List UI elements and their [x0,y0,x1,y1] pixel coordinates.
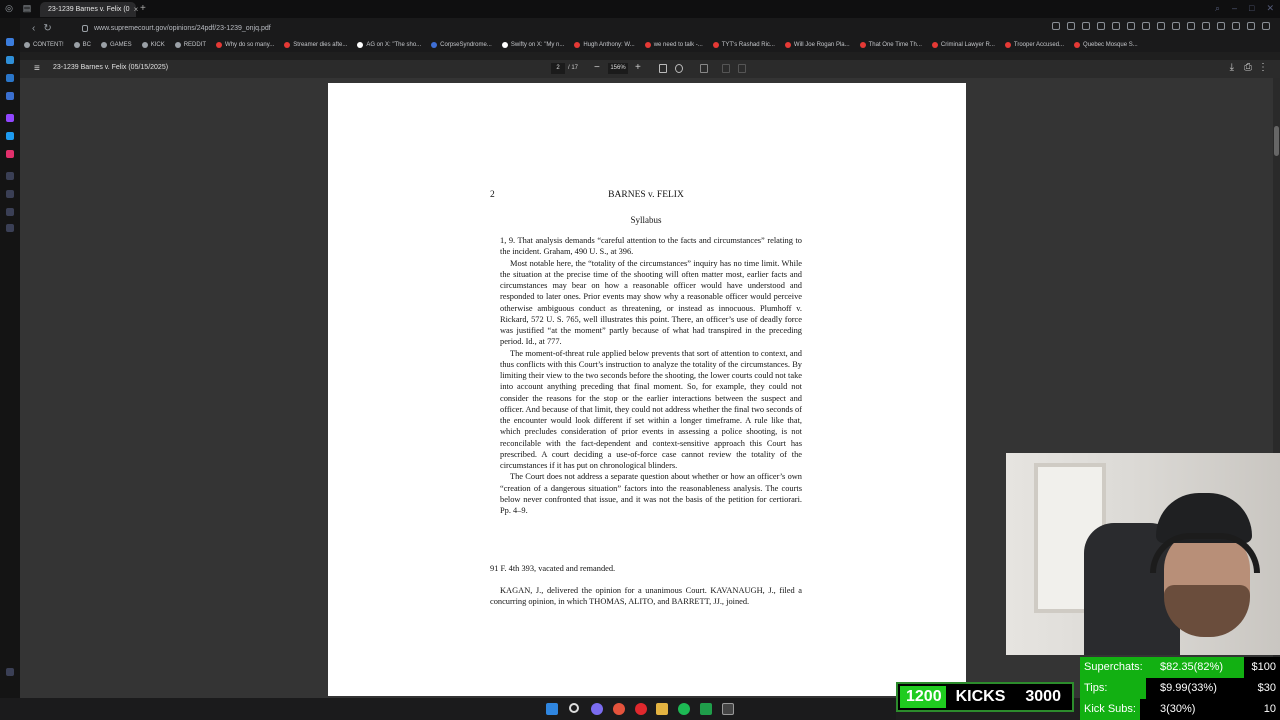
bookmark-label: Will Joe Rogan Pla... [793,42,850,48]
address-bar [20,18,1280,38]
bookmark-favicon-icon [713,42,719,48]
bookmark-favicon-icon [101,42,107,48]
clipboard-icon[interactable] [1082,22,1090,30]
bookmark-favicon-icon [142,42,148,48]
page-total: / 17 [568,65,579,71]
goal-value: $82.35(82%) [1160,661,1223,673]
bookmark-label: Why do so many... [225,42,275,48]
history-panel-icon[interactable] [6,208,14,216]
instagram-icon[interactable] [6,150,14,158]
fit-page-icon[interactable] [659,64,667,73]
extensions-icon[interactable] [1172,22,1180,30]
bookmark-icon[interactable] [1097,22,1105,30]
window-controls [1215,3,1274,14]
bookmark-label: GAMES [110,42,132,48]
bookmark-item[interactable] [24,42,64,48]
stream-goals [1080,657,1280,720]
zoom-level[interactable]: 156% [608,63,628,74]
bookmark-label: Streamer dies afte... [293,42,348,48]
excel-icon[interactable] [700,703,712,715]
goal-name: Superchats: [1084,661,1143,673]
bookmark-label: Trooper Accused... [1013,42,1065,48]
bookmark-favicon-icon [932,42,938,48]
send-icon[interactable] [1127,22,1135,30]
window-menu [4,3,32,13]
undo-icon[interactable] [722,64,730,73]
authorship: KAGAN, J., delivered the opinion for a unanimous Court. KAVANAUGH, J., filed a concurring opinion, in which THOMAS, ALITO, and BARRETT, JJ., joined. [490,586,802,607]
new-tab-button[interactable]: + [140,3,146,14]
goal-row [1080,657,1280,678]
download-icon[interactable]: ⤓ [1229,62,1234,73]
print-icon[interactable]: ⎙ [1244,62,1252,73]
section-heading: Syllabus [630,215,662,225]
file-explorer-icon[interactable] [656,703,668,715]
goal-name: Tips: [1084,682,1108,694]
paragraph: 1, 9. That analysis demands “careful attention to the facts and circumstances” relating to the incident. Graham, 490 U. S., at 396. [500,236,802,257]
bookmark-item[interactable] [860,42,922,48]
opera-icon[interactable] [635,703,647,715]
more-actions-icon[interactable]: ⋮ [1258,62,1268,73]
bookmark-item[interactable] [175,42,206,48]
bookmark-favicon-icon [357,42,363,48]
bookmark-label: KICK [150,42,165,48]
page-number: 2 [490,190,495,200]
pdf-page [328,83,966,696]
zoom-icon[interactable] [1052,22,1060,30]
page-number-input[interactable]: 2 [551,63,565,74]
draw-icon[interactable] [700,64,708,73]
start-icon[interactable] [546,703,558,715]
history-icon[interactable] [1157,22,1165,30]
scrollbar-thumb[interactable] [1274,126,1279,156]
bookmark-label: AG on X: "The sho... [366,42,422,48]
speaker-icon[interactable] [1187,22,1195,30]
webcam-feed [1006,453,1280,655]
extensions-area [1052,22,1270,30]
close-window-button[interactable]: ✕ [1266,3,1274,13]
bookmark-item[interactable] [502,42,564,48]
whatsapp-icon[interactable] [6,74,14,82]
paragraph: Most notable here, the “totality of the circumstances” inquiry has no time limit. While the situation at the precise time of the shooting will often matter most, earlier facts and circumstances may bear on how a reasonable officer would have understood and responded to later ones. Prior events may show why a reasonable officer would perceive otherwise ambiguous conduct as threatening, or instead as innocuous. Plumhoff v. Rickard, 572 U. S. 765, well illustrates this point. There, an officer’s use of deadly force was justified “at the moment” partly because of what had transpired in the preceding period. Id., at 777. [500,258,802,347]
wallet-icon[interactable] [1202,22,1210,30]
discord-icon[interactable] [591,703,603,715]
streamer [1156,493,1266,655]
download-manager-icon[interactable] [1232,22,1240,30]
minimize-button[interactable]: – [1232,3,1238,13]
bookmark-favicon-icon [431,42,437,48]
bookmark-favicon-icon [785,42,791,48]
taskbar [0,698,896,720]
settings-icon[interactable] [1262,22,1270,30]
kicks-goal-widget [896,682,1074,712]
chrome-icon[interactable] [613,703,625,715]
search-icon[interactable] [569,703,579,713]
close-tab-icon[interactable]: × [133,5,139,14]
bookmark-item[interactable] [357,42,421,48]
tab-active[interactable] [40,2,139,17]
bookmark-item[interactable] [713,42,775,48]
url-field[interactable] [82,21,1082,35]
bookmark-item[interactable] [1005,42,1064,48]
bookmark-item[interactable] [574,42,634,48]
goal-value: 3(30%) [1160,703,1196,715]
bookmark-label: CONTENT! [33,42,64,48]
profile-icon[interactable] [1247,22,1255,30]
heart-icon[interactable] [1142,22,1150,30]
kicks-goal: 3000 [1025,688,1061,705]
browser-sidebar [0,18,20,698]
bookmark-favicon-icon [502,42,508,48]
goal-name: Kick Subs: [1084,703,1136,715]
page-header [490,190,802,202]
twitch-icon[interactable] [6,114,14,122]
streamer-beard [1164,585,1250,637]
bookmark-item[interactable] [74,42,91,48]
bookmark-label: Quebec Mosque S... [1083,42,1138,48]
bookmark-label: CorpseSyndrome... [440,42,492,48]
vpn-icon[interactable] [1217,22,1225,30]
bookmark-label: TYT's Rashad Ric... [721,42,775,48]
sidebar-settings-icon[interactable] [6,668,14,676]
site-info-icon[interactable] [82,25,88,32]
tab-bar [0,0,1280,18]
browser-logo-icon[interactable]: ◎ [5,3,13,13]
running-head: BARNES v. FELIX [608,190,684,200]
bookmark-label: Criminal Lawyer R... [940,42,995,48]
clock-icon[interactable] [6,172,14,180]
goal-row [1080,678,1280,699]
bookmark-favicon-icon [645,42,651,48]
syllabus-body [500,235,802,516]
bookmark-favicon-icon [175,42,181,48]
bookmark-favicon-icon [1005,42,1011,48]
bookmark-item[interactable] [216,42,274,48]
bookmark-item[interactable] [645,42,703,48]
paragraph: The Court does not address a separate question about whether or how an officer’s own “creation of a dangerous situation” factors into the reasonableness analysis. The courts below never confronted that issue, and it was not the basis of the petition for certiorari. Pp. 4–9. [500,472,802,515]
goal-row [1080,699,1280,720]
pdf-title: 23-1239 Barnes v. Felix (05/15/2025) [53,64,169,71]
bookmark-item[interactable] [284,42,347,48]
bookmark-favicon-icon [74,42,80,48]
spotify-icon[interactable] [678,703,690,715]
disposition: 91 F. 4th 393, vacated and remanded. [490,564,616,573]
pdf-menu-icon[interactable]: ≡ [34,63,40,74]
zoom-in-button[interactable]: + [635,62,641,73]
bookmark-item[interactable] [932,42,995,48]
rotate-icon[interactable] [675,64,683,73]
bookmark-favicon-icon [1074,42,1080,48]
terminal-icon[interactable] [722,703,734,715]
bookmarks-panel-icon[interactable] [6,190,14,198]
tab-title: 23-1239 Barnes v. Felix (0 [48,6,130,13]
bookmark-label: BC [82,42,92,48]
messenger-icon[interactable] [6,56,14,64]
bookmark-item[interactable] [142,42,165,48]
bookmarks-bar [20,38,1280,52]
bookmark-item[interactable] [431,42,492,48]
zoom-out-button[interactable]: − [594,62,600,73]
search-tabs-icon[interactable]: ⌕ [1214,3,1220,13]
kicks-current: 1200 [906,688,942,705]
messenger-2-icon[interactable] [6,132,14,140]
home-icon[interactable] [6,38,14,46]
maximize-button[interactable]: □ [1249,3,1255,13]
bookmark-label: That One Time Th... [868,42,922,48]
redo-icon[interactable] [738,64,746,73]
downloads-panel-icon[interactable] [6,224,14,232]
shield-icon[interactable] [1112,22,1120,30]
sidebar-toggle-icon[interactable]: ▤ [22,3,32,13]
bookmark-item[interactable] [101,42,132,48]
bookmark-favicon-icon [284,42,290,48]
reload-icon[interactable]: ↻ [43,22,52,34]
camera-icon[interactable] [1067,22,1075,30]
goal-value: $9.99(33%) [1160,682,1217,694]
bookmark-label: we need to talk -... [653,42,703,48]
back-icon[interactable]: ‹ [32,22,36,34]
url-text: www.supremecourt.gov/opinions/24pdf/23-1239_onjq.pdf [94,24,271,32]
goal-target: $100 [1251,661,1276,673]
bookmark-label: Hugh Anthony: W... [583,42,635,48]
telegram-icon[interactable] [6,92,14,100]
kicks-label: KICKS [955,688,1006,705]
goal-target: 10 [1263,703,1276,715]
paragraph: The moment-of-threat rule applied below prevents that sort of attention to context, and thus conflicts with this Court’s instruction to analyze the totality of the circumstances. By limiting their view to the two seconds before the shooting, the lower courts could not take into account anything preceding that final moment. So, for example, they could not consider the reasons for the stop or the earlier interactions between the suspect and officer. And because of that limit, they could not address whether the final two seconds of the encounter would look different if set within a longer timeframe. A rule like that, which precludes consideration of prior events in assessing a police shooting, is not reconcilable with the fact-dependent and context-sensitive approach this Court has prescribed. A court deciding a use-of-force case cannot review the totality of the circumstances if it has put on chronological blinders. [500,348,802,470]
goal-target: $30 [1257,682,1276,694]
bookmark-favicon-icon [860,42,866,48]
bookmark-item[interactable] [1074,42,1138,48]
bookmark-favicon-icon [24,42,30,48]
pdf-toolbar [20,60,1280,78]
bookmark-label: REDDIT [183,42,207,48]
bookmark-favicon-icon [216,42,222,48]
bookmark-favicon-icon [574,42,580,48]
bookmark-item[interactable] [785,42,850,48]
bookmark-label: Swifty on X: "My n... [510,42,565,48]
